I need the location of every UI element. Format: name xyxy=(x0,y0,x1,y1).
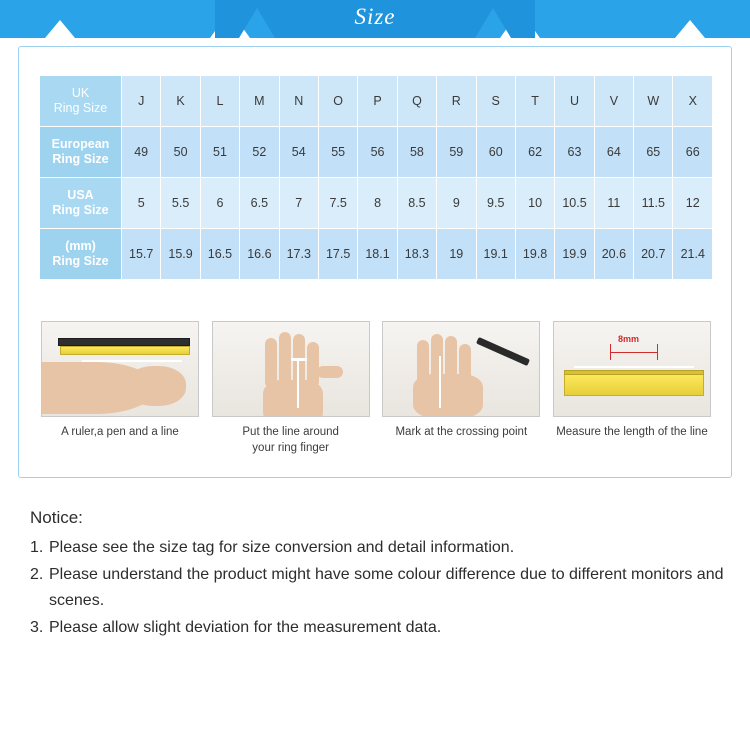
table-cell: M xyxy=(240,76,279,127)
ring-size-table xyxy=(39,75,713,280)
hand-with-ruler-image xyxy=(41,321,199,417)
notice-item xyxy=(30,615,730,641)
table-cell: 5 xyxy=(122,178,161,229)
table-cell: T xyxy=(515,76,554,127)
table-cell: 16.6 xyxy=(240,229,279,280)
table-cell: 49 xyxy=(122,127,161,178)
table-cell: 56 xyxy=(358,127,397,178)
notice-item xyxy=(30,562,730,614)
table-cell: 66 xyxy=(673,127,713,178)
table-cell: 19.8 xyxy=(515,229,554,280)
content-card xyxy=(18,46,732,478)
table-cell: 20.7 xyxy=(634,229,673,280)
notice-item-number: 2. xyxy=(30,566,44,583)
table-cell: 64 xyxy=(594,127,633,178)
table-cell: 59 xyxy=(437,127,476,178)
measure-label: 8mm xyxy=(617,334,639,344)
measure-step xyxy=(41,321,199,456)
measure-steps xyxy=(41,321,711,456)
table-cell: 12 xyxy=(673,178,713,229)
measure-step xyxy=(382,321,540,456)
table-cell: 7.5 xyxy=(318,178,357,229)
table-cell: 21.4 xyxy=(673,229,713,280)
notice-title: Notice: xyxy=(30,508,83,527)
table-cell: 9 xyxy=(437,178,476,229)
table-row-header: UK Ring Size xyxy=(40,76,122,127)
table-cell: N xyxy=(279,76,318,127)
notice-item xyxy=(30,535,730,561)
table-cell: 8 xyxy=(358,178,397,229)
table-cell: S xyxy=(476,76,515,127)
table-cell: 15.7 xyxy=(122,229,161,280)
table-cell: 11 xyxy=(594,178,633,229)
measure-step xyxy=(212,321,370,456)
table-cell: X xyxy=(673,76,713,127)
table-row-header: (mm) Ring Size xyxy=(40,229,122,280)
table-cell: 16.5 xyxy=(200,229,239,280)
table-cell: 65 xyxy=(634,127,673,178)
table-cell: 55 xyxy=(318,127,357,178)
table-cell: V xyxy=(594,76,633,127)
table-cell: 62 xyxy=(515,127,554,178)
table-cell: 7 xyxy=(279,178,318,229)
table-cell: 20.6 xyxy=(594,229,633,280)
table-cell: 19.9 xyxy=(555,229,594,280)
table-cell: O xyxy=(318,76,357,127)
table-cell: J xyxy=(122,76,161,127)
table-cell: W xyxy=(634,76,673,127)
table-cell: 6 xyxy=(200,178,239,229)
ruler-measure-image xyxy=(553,321,711,417)
table-cell: K xyxy=(161,76,200,127)
table-cell: P xyxy=(358,76,397,127)
notice-item-text: Please understand the product might have some colour difference due to different monitors and scenes. xyxy=(49,566,724,609)
table-cell: 54 xyxy=(279,127,318,178)
banner xyxy=(0,0,750,38)
table-cell: 15.9 xyxy=(161,229,200,280)
table-cell: 18.3 xyxy=(397,229,436,280)
table-cell: U xyxy=(555,76,594,127)
table-cell: 17.5 xyxy=(318,229,357,280)
table-cell: 52 xyxy=(240,127,279,178)
table-row xyxy=(40,229,713,280)
table-cell: 8.5 xyxy=(397,178,436,229)
measure-step xyxy=(553,321,711,456)
table-cell: Q xyxy=(397,76,436,127)
measure-step-caption: Mark at the crossing point xyxy=(395,426,528,438)
table-row-header: European Ring Size xyxy=(40,127,122,178)
notice-item-number: 1. xyxy=(30,539,44,556)
table-cell: 51 xyxy=(200,127,239,178)
table-cell: 5.5 xyxy=(161,178,200,229)
table-cell: 19 xyxy=(437,229,476,280)
table-cell: 19.1 xyxy=(476,229,515,280)
notice-block xyxy=(30,508,730,642)
table-cell: L xyxy=(200,76,239,127)
measure-step-caption: A ruler,a pen and a line xyxy=(61,426,179,438)
notice-item-number: 3. xyxy=(30,619,44,636)
table-cell: 50 xyxy=(161,127,200,178)
table-row xyxy=(40,178,713,229)
table-cell: 10.5 xyxy=(555,178,594,229)
measure-step-caption: Put the line around your ring finger xyxy=(242,426,339,454)
notice-item-text: Please see the size tag for size conversion and detail information. xyxy=(49,539,515,556)
notice-item-text: Please allow slight deviation for the measurement data. xyxy=(49,619,442,636)
hand-with-line-image xyxy=(212,321,370,417)
table-cell: 63 xyxy=(555,127,594,178)
table-row-header: USA Ring Size xyxy=(40,178,122,229)
table-cell: R xyxy=(437,76,476,127)
table-row xyxy=(40,127,713,178)
table-row xyxy=(40,76,713,127)
table-cell: 17.3 xyxy=(279,229,318,280)
table-cell: 60 xyxy=(476,127,515,178)
table-cell: 10 xyxy=(515,178,554,229)
table-cell: 18.1 xyxy=(358,229,397,280)
page-title: Size xyxy=(354,4,396,29)
hand-with-pen-image xyxy=(382,321,540,417)
table-cell: 9.5 xyxy=(476,178,515,229)
measure-step-caption: Measure the length of the line xyxy=(556,426,708,438)
table-cell: 6.5 xyxy=(240,178,279,229)
table-cell: 11.5 xyxy=(634,178,673,229)
table-cell: 58 xyxy=(397,127,436,178)
